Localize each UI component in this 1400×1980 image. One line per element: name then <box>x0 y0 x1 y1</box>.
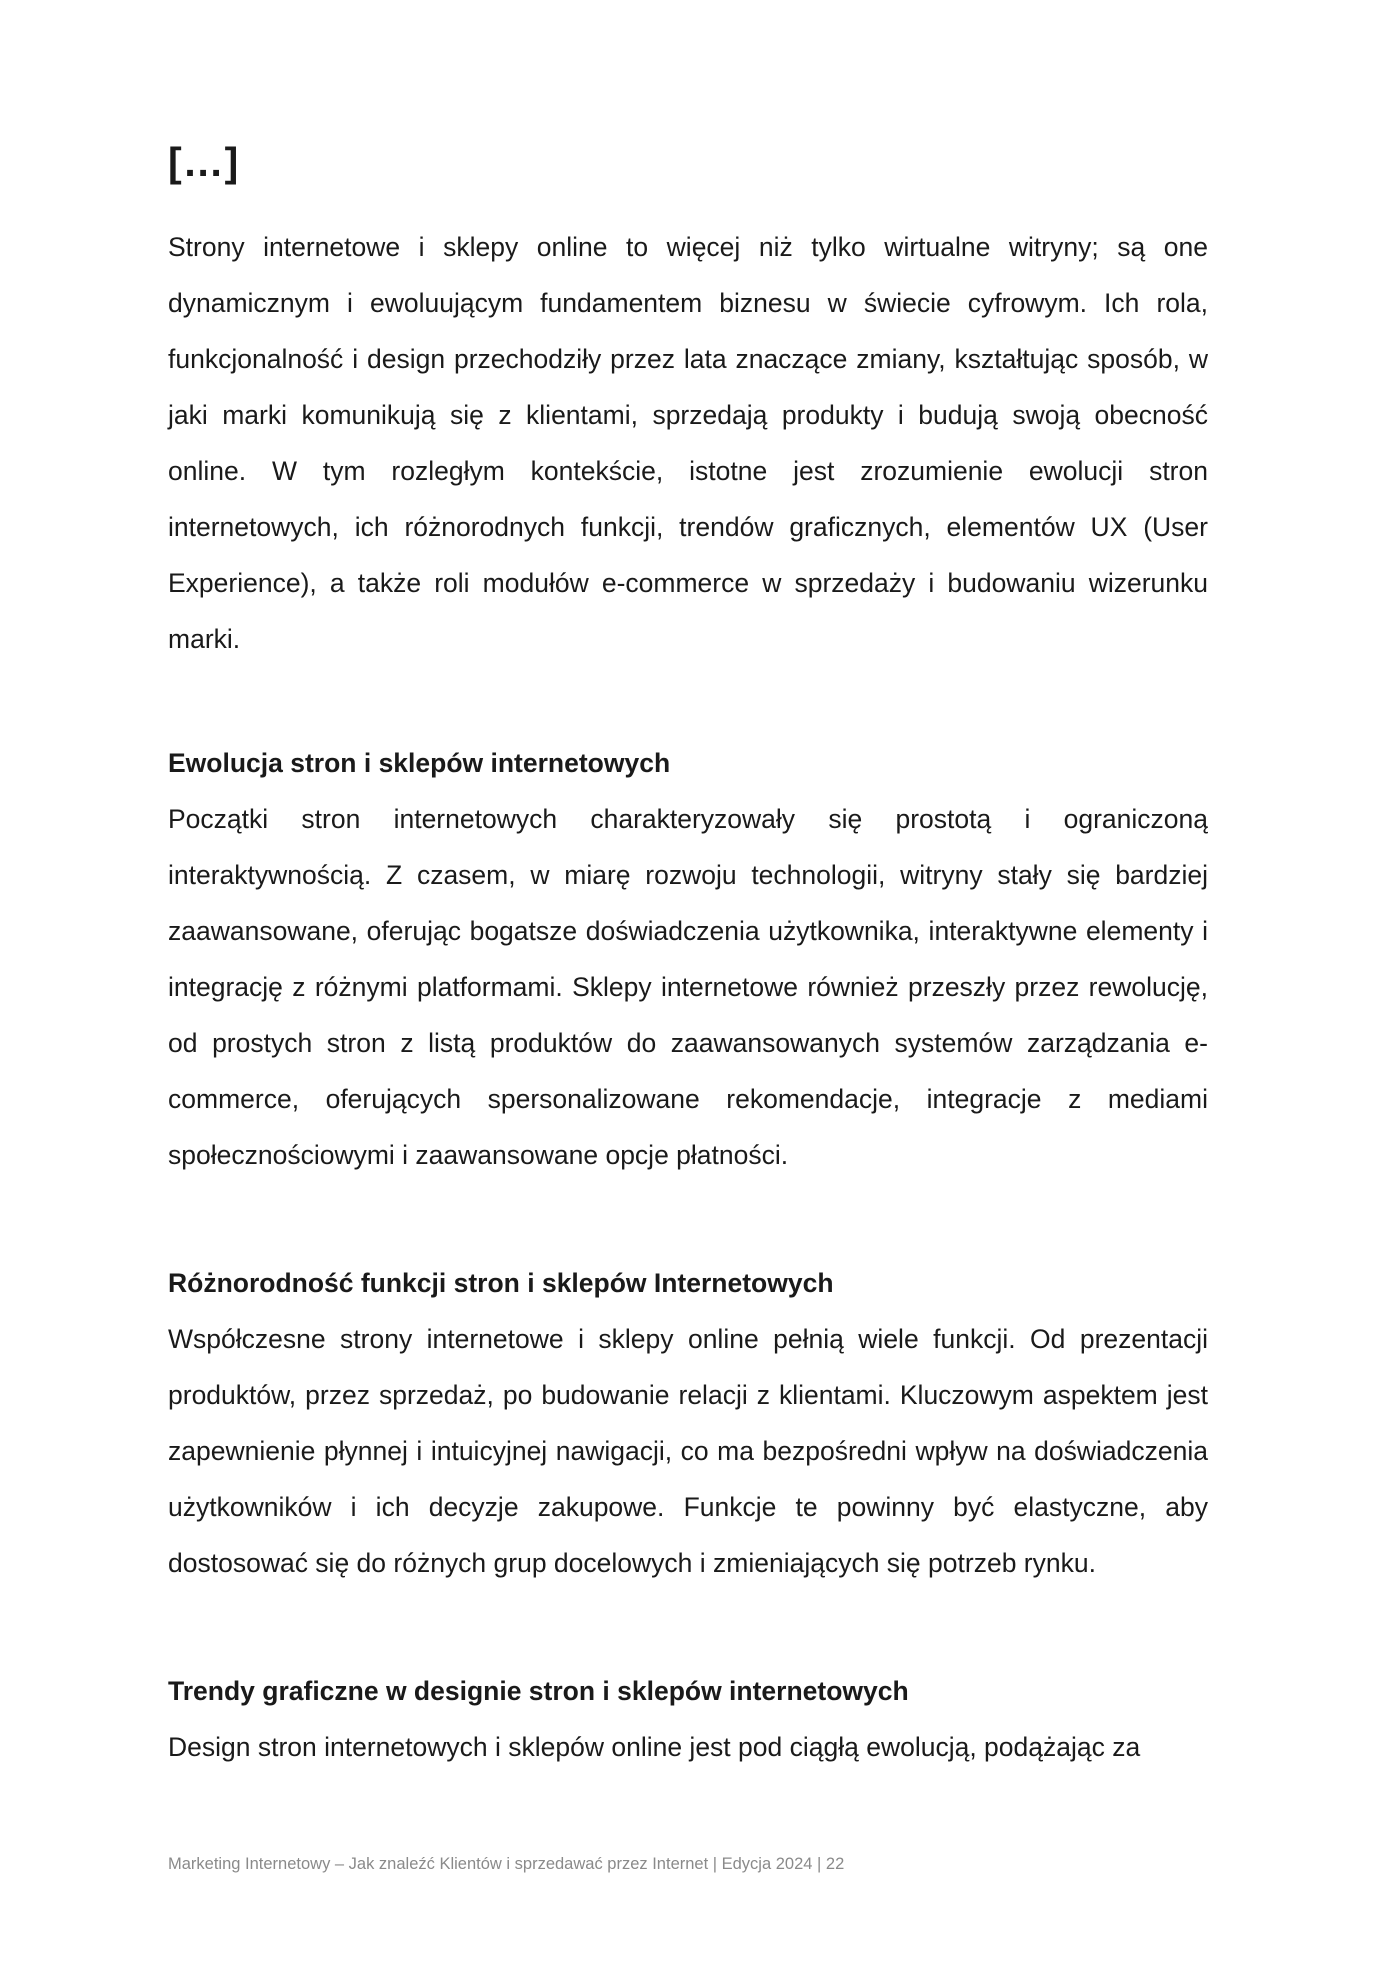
section-graphic-trends <box>168 1663 1208 1775</box>
section-heading: Trendy graficzne w designie stron i sklepów internetowych <box>168 1676 909 1707</box>
section-paragraph: Początki stron internetowych charakteryzowały się prostotą i ograniczoną interaktywnością. Z czasem, w miarę rozwoju technologii, witryny stały się bardziej zaawansowane, oferując bogatsze doświadczenia użytkownika, interaktywne elementy i integrację z różnymi platformami. Sklepy internetowe również przeszły przez rewolucję, od prostych stron z listą produktów do zaawansowanych systemów zarządzania e-commerce, oferujących spersonalizowane rekomendacje, integracje z mediami społecznościowymi i zaawansowane opcje płatności. <box>168 804 1208 1171</box>
section-functions <box>168 1255 1208 1591</box>
omission-marker-heading: […] <box>168 139 240 185</box>
section-paragraph: Design stron internetowych i sklepów online jest pod ciągłą ewolucją, podążając za <box>168 1732 1141 1763</box>
page-content <box>168 138 1208 1775</box>
section-heading: Ewolucja stron i sklepów internetowych <box>168 748 671 779</box>
page-footer: Marketing Internetowy – Jak znaleźć Klientów i sprzedawać przez Internet | Edycja 2024 | 22 <box>168 1855 845 1873</box>
section-paragraph: Współczesne strony internetowe i sklepy online pełnią wiele funkcji. Od prezentacji produktów, przez sprzedaż, po budowanie relacji z klientami. Kluczowym aspektem jest zapewnienie płynnej i intuicyjnej nawigacji, co ma bezpośredni wpływ na doświadczenia użytkowników i ich decyzje zakupowe. Funkcje te powinny być elastyczne, aby dostosować się do różnych grup docelowych i zmieniających się potrzeb rynku. <box>168 1324 1208 1579</box>
intro-paragraph: Strony internetowe i sklepy online to więcej niż tylko wirtualne witryny; są one dynamicznym i ewoluującym fundamentem biznesu w świecie cyfrowym. Ich rola, funkcjonalność i design przechodziły przez lata znaczące zmiany, kształtując sposób, w jaki marki komunikują się z klientami, sprzedają produkty i budują swoją obecność online. W tym rozległym kontekście, istotne jest zrozumienie ewolucji stron internetowych, ich różnorodnych funkcji, trendów graficznych, elementów UX (User Experience), a także roli modułów e-commerce w sprzedaży i budowaniu wizerunku marki. <box>168 232 1208 655</box>
section-evolution <box>168 735 1208 1183</box>
section-heading: Różnorodność funkcji stron i sklepów Internetowych <box>168 1268 834 1299</box>
